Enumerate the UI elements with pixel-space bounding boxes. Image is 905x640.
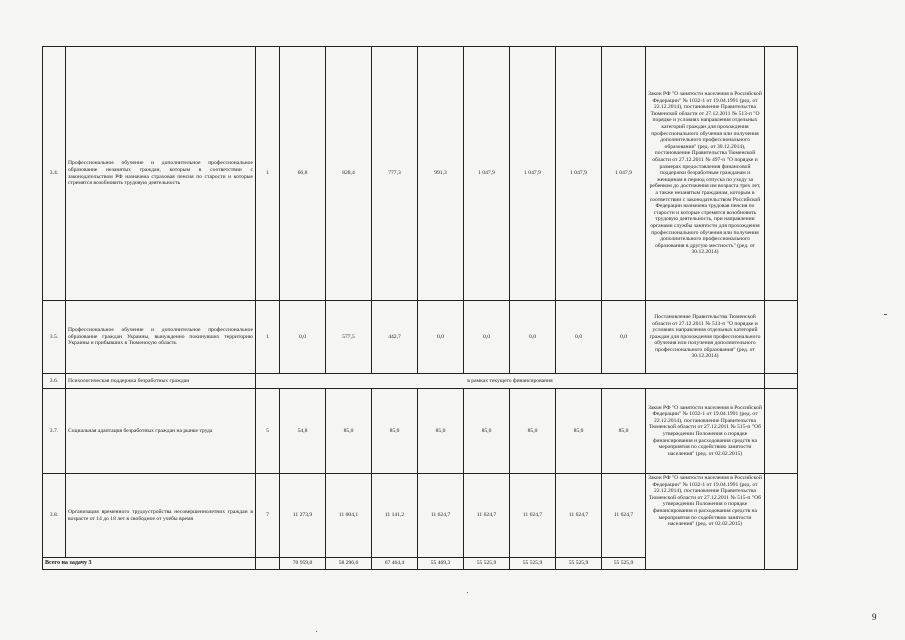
- total-value: 55 525,9: [464, 558, 510, 570]
- row-value: 54,8: [280, 389, 326, 474]
- row-value: 85,0: [464, 389, 510, 474]
- row-description: Профессиональное обучение и дополнительное профессиональное образование граждан Украины, вынужденно покинувших территорию Украины и прибывших в Тюменскую область: [66, 301, 256, 374]
- table-row: [43, 374, 798, 389]
- row-value: 85,0: [556, 389, 602, 474]
- row-number: 3.4.: [43, 47, 66, 301]
- row-value: 11 273,9: [280, 474, 326, 558]
- row-value: 991,3: [418, 47, 464, 301]
- row-number: 3.6.: [43, 374, 66, 389]
- scan-dot: [467, 592, 468, 593]
- row-value: 11 624,7: [602, 474, 646, 558]
- legal-basis: Закон РФ "О занятости населения в Российской Федерации" № 1032-1 от 19.04.1991 (ред. от 22.12.2014), постановление Правительства Тюменской области от 27.12.2011 № 513-п "О порядке и условиях направления отдельных категорий граждан для прохождения профессионального обучения или получения дополнительного профессионального образования" (ред. от 30.12.2014), постановление Правительства Тюменской области от 27.12.2011 № 497-п "О порядке и размерах предоставления финансовой поддержки безработным гражданам и женщинам в период отпуска по уходу за ребенком до достижения им возраста трех лет, а также незанятым гражданам, которым в соответствии с законодательством Российской Федерации назначена трудовая пенсия по старости и которые стремятся возобновить трудовую деятельность, при направлении органами службы занятости для прохождения профессионального обучения или получения дополнительного профессионального образования в другую местность" (ред. от 30.12.2014): [646, 47, 765, 301]
- row-value: 0,0: [556, 301, 602, 374]
- total-value: 67 464,4: [372, 558, 418, 570]
- table-row: [43, 474, 798, 558]
- row-value: 11 141,2: [372, 474, 418, 558]
- row-value: 0,0: [510, 301, 556, 374]
- row-value: 11 624,7: [510, 474, 556, 558]
- row-code: 1: [256, 47, 280, 301]
- row-value: 777,3: [372, 47, 418, 301]
- empty-cell: [765, 389, 798, 474]
- total-value: 55 469,3: [418, 558, 464, 570]
- row-value: 85,0: [510, 389, 556, 474]
- row-value: 66,8: [280, 47, 326, 301]
- empty-cell: [765, 474, 798, 570]
- scan-dot: [316, 631, 317, 632]
- scan-mark: [884, 314, 887, 315]
- row-value: 1 047,9: [464, 47, 510, 301]
- row-code: 1: [256, 301, 280, 374]
- total-label: Всего на задачу 3: [43, 558, 256, 570]
- legal-basis: Закон РФ "О занятости населения в Российской Федерации" № 1032-1 от 19.04.1991 (ред. от 22.12.2014), постановление Правительства Тюменской области от 27.12.2011 № 515-п "Об утверждении Положения о порядке финансирования и расходования средств на мероприятия по содействию занятости населения" (ред. от 02.02.2015): [646, 474, 765, 570]
- row-code: 7: [256, 474, 280, 558]
- row-value: 11 624,7: [464, 474, 510, 558]
- total-value: 58 296,6: [326, 558, 372, 570]
- row-value: 1 047,9: [556, 47, 602, 301]
- row-value: 1 047,9: [602, 47, 646, 301]
- row-value: 0,0: [602, 301, 646, 374]
- page-number: 9: [872, 612, 877, 622]
- row-number: 3.5.: [43, 301, 66, 374]
- total-value: 55 525,9: [602, 558, 646, 570]
- row-value: 1 047,9: [510, 47, 556, 301]
- total-value: 70 959,0: [280, 558, 326, 570]
- row-value: 85,0: [602, 389, 646, 474]
- table-row: [43, 301, 798, 374]
- empty-cell: [765, 301, 798, 374]
- empty-cell: [256, 558, 280, 570]
- row-value: 11 624,7: [418, 474, 464, 558]
- row-description: Психологическая поддержка безработных граждан: [66, 374, 256, 389]
- row-value: 0,0: [280, 301, 326, 374]
- empty-cell: [765, 47, 798, 301]
- row-value: 11 624,7: [556, 474, 602, 558]
- row-description: Социальная адаптация безработных граждан на рынке труда: [66, 389, 256, 474]
- row-value: 85,0: [326, 389, 372, 474]
- row-description: Профессиональное обучение и дополнительное профессиональное образование незанятых граждан, которым в соответствии с законодательством РФ назначена страховая пенсия по старости и которые стремятся возобновить трудовую деятельность: [66, 47, 256, 301]
- table-row: [43, 389, 798, 474]
- row-value: 0,0: [418, 301, 464, 374]
- row-value: 828,4: [326, 47, 372, 301]
- row-value: 577,5: [326, 301, 372, 374]
- table-row: [43, 47, 798, 301]
- row-value: 11 004,1: [326, 474, 372, 558]
- row-number: 3.7.: [43, 389, 66, 474]
- program-table: [42, 46, 798, 570]
- total-value: 55 525,9: [510, 558, 556, 570]
- row-value: 85,0: [372, 389, 418, 474]
- row-value: 442,7: [372, 301, 418, 374]
- legal-basis: Закон РФ "О занятости населения в Российской Федерации" № 1032-1 от 19.04.1991 (ред. от 22.12.2014), постановление Правительства Тюменской области от 27.12.2011 № 515-п "Об утверждении Положения о порядке финансирования и расходования средств на мероприятия по содействию занятости населения" (ред. от 02.02.2015): [646, 389, 765, 474]
- row-description: Организация временного трудоустройства несовершеннолетних граждан в возрасте от 14 до 18 лет в свободное от учебы время: [66, 474, 256, 558]
- row-value: 85,0: [418, 389, 464, 474]
- merged-note: в рамках текущего финансирования: [256, 374, 765, 389]
- total-value: 55 525,9: [556, 558, 602, 570]
- row-number: 3.8.: [43, 474, 66, 558]
- empty-cell: [765, 374, 798, 389]
- legal-basis: Постановление Правительства Тюменской области от 27.12.2011 № 513-п "О порядке и условиях направления отдельных категорий граждан для прохождения профессионального обучения или получения дополнительного профессионального образования" (ред. от 30.12.2014): [646, 301, 765, 374]
- row-value: 0,0: [464, 301, 510, 374]
- row-code: 5: [256, 389, 280, 474]
